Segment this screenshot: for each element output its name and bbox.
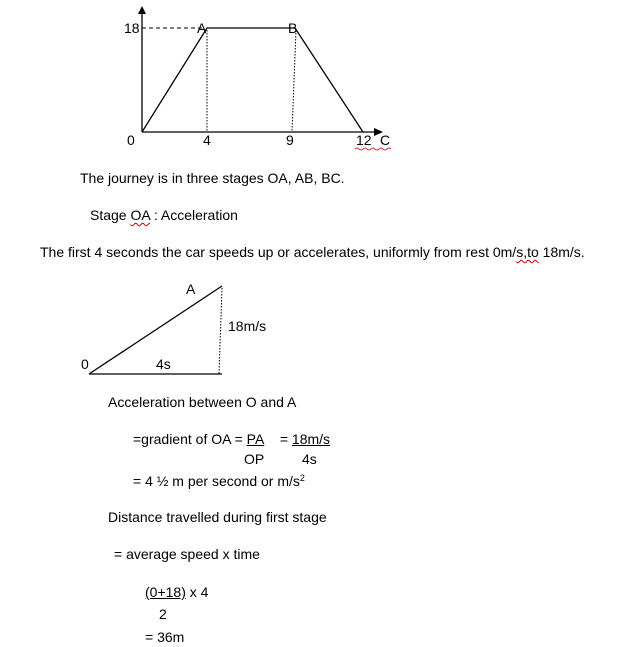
x-tick-12: 12 — [356, 132, 372, 148]
triangle-label-o: 0 — [81, 356, 89, 372]
first-four-seconds-text: The first 4 seconds the car speeds up or accelerates, uniformly from rest 0m/s,to 18m/s. — [40, 244, 585, 260]
stage-oa-name: OA — [130, 207, 150, 223]
x-unit-label: C — [380, 132, 391, 148]
final-distance: = 36m — [145, 629, 185, 645]
acceleration-heading: Acceleration between O and A — [108, 394, 297, 410]
fraction-denominator: 2 — [159, 606, 167, 622]
point-b-label: B — [288, 20, 298, 36]
denominator-op: OP — [244, 451, 265, 467]
average-speed-line: = average speed x time — [114, 546, 260, 562]
triangle-side-base: 4s — [156, 356, 171, 372]
denominator-4s: 4s — [302, 451, 317, 467]
stages-text: The journey is in three stages OA, AB, BC. — [80, 170, 345, 186]
triangle-label-a: A — [186, 281, 196, 297]
x-tick-0: 0 — [127, 132, 135, 148]
x-tick-4: 4 — [203, 132, 211, 148]
x-tick-9: 9 — [286, 132, 294, 148]
triangle-side-vertical: 18m/s — [228, 318, 267, 334]
distance-heading: Distance travelled during first stage — [108, 509, 327, 525]
y-tick-18: 18 — [124, 20, 140, 36]
numerator-18ms: 18m/s — [291, 431, 331, 447]
gradient-line: =gradient of OA = PA = 18m/s — [133, 431, 331, 447]
fraction-numerator: (0+18) x 4 — [145, 584, 209, 600]
acceleration-result: = 4 ½ m per second or $m/s^2$ — [133, 473, 305, 489]
triangle-vertical — [219, 288, 222, 374]
point-a-label: A — [197, 20, 207, 36]
stage-oa-heading: Stage OA : Acceleration — [90, 207, 238, 223]
numerator-pa: PA — [246, 431, 265, 447]
